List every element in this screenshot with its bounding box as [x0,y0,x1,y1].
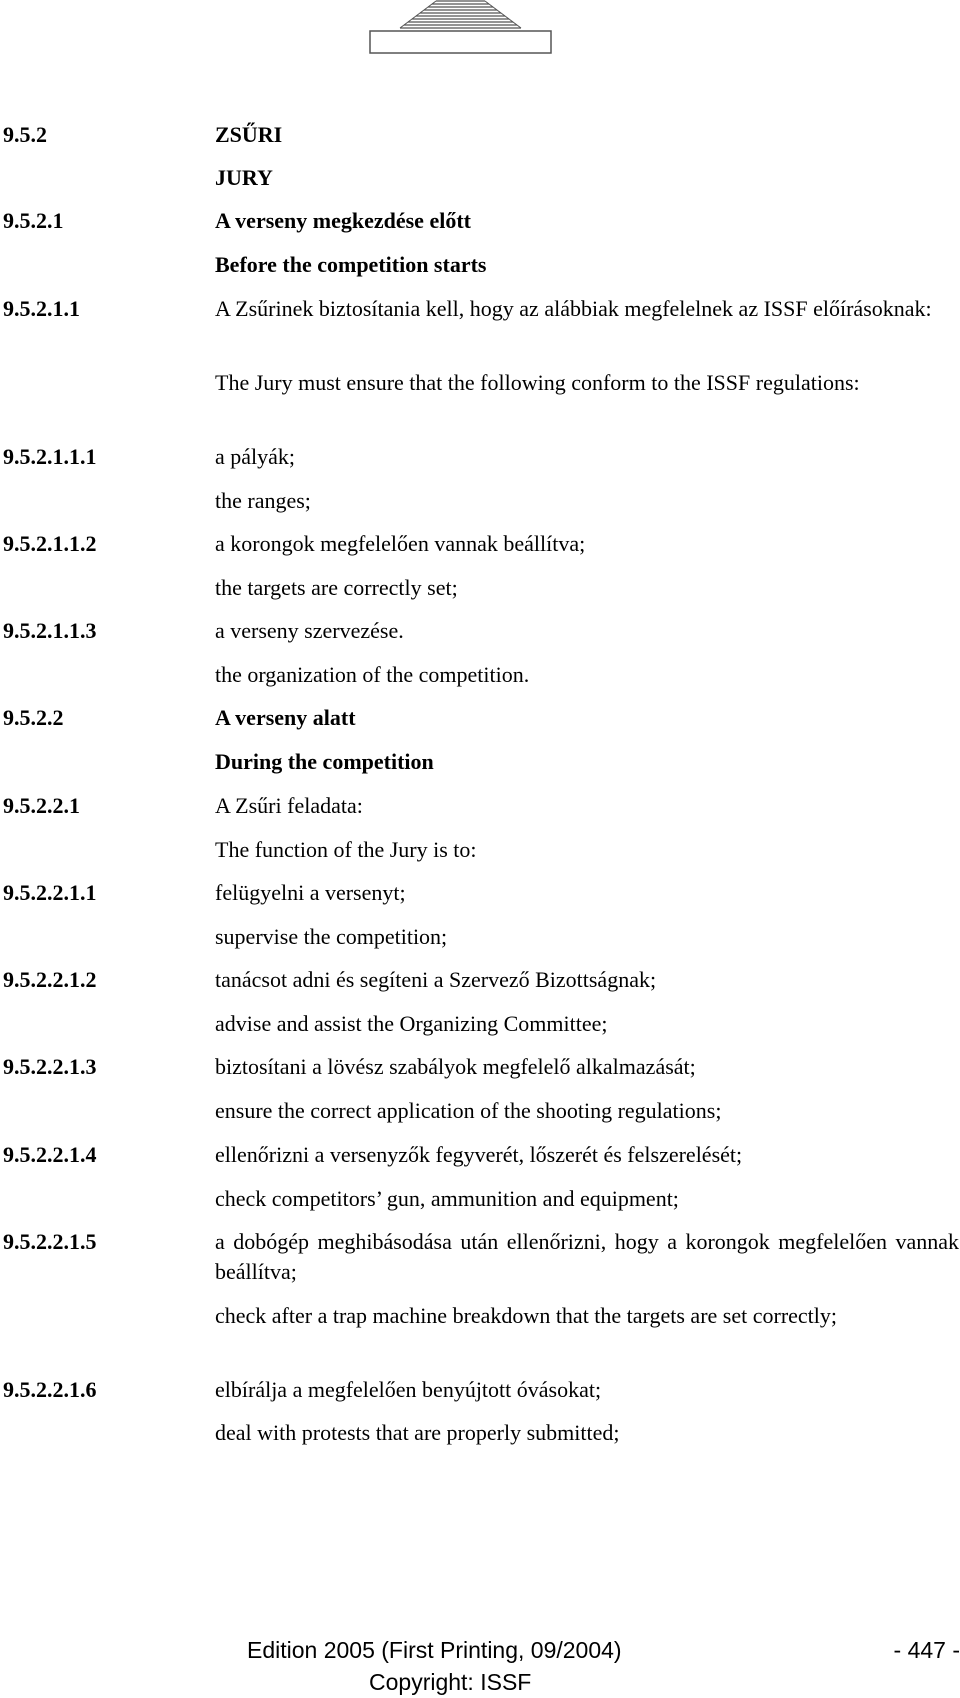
rule-number: 9.5.2.1.1.2 [3,531,97,556]
rule-text: a korongok megfelelően vannak beállítva; [215,531,586,556]
rule-text: check competitors’ gun, ammunition and equipment; [215,1186,679,1211]
rule-heading: A verseny megkezdése előtt [215,208,471,233]
footer-copyright: Copyright: ISSF [369,1669,532,1695]
rule-text: deal with protests that are properly submitted; [215,1420,620,1445]
rule-heading: A verseny alatt [215,705,356,730]
rule-number: 9.5.2.2.1.2 [3,967,97,992]
rule-text: a pályák; [215,444,296,469]
rule-number: 9.5.2.2.1.4 [3,1142,97,1167]
rule-number: 9.5.2.1.1.1 [3,444,97,469]
rule-number: 9.5.2.2.1.5 [3,1229,97,1254]
rule-text: biztosítani a lövész szabályok megfelelő alkalmazását; [215,1054,696,1079]
rule-number: 9.5.2.1.1.3 [3,618,97,643]
rule-text: supervise the competition; [215,924,448,949]
rule-text: the ranges; [215,488,311,513]
rule-text: check after a trap machine breakdown that the targets are set correctly; [215,1303,838,1328]
rule-heading: JURY [215,165,273,190]
rule-heading: During the competition [215,749,434,774]
rule-number: 9.5.2.2 [3,705,64,730]
rule-number: 9.5.2.2.1.1 [3,880,97,905]
rule-number: 9.5.2.1.1 [3,296,80,321]
issf-logo-icon [369,0,552,55]
footer-page-number: - 447 - [893,1637,960,1663]
rule-number: 9.5.2 [3,122,47,147]
rule-text: The Jury must ensure that the following conform to the ISSF regulations: [215,370,860,395]
rule-text: A Zsűri feladata: [215,793,363,818]
footer-edition: Edition 2005 (First Printing, 09/2004) [247,1637,622,1663]
rule-text: felügyelni a versenyt; [215,880,406,905]
rule-text: the targets are correctly set; [215,575,458,600]
rule-number: 9.5.2.1 [3,208,64,233]
rule-text: advise and assist the Organizing Committee; [215,1011,608,1036]
rule-text: The function of the Jury is to: [215,837,477,862]
rule-number: 9.5.2.2.1.3 [3,1054,97,1079]
rule-text: A Zsűrinek biztosítania kell, hogy az alábbiak megfelelnek az ISSF előírásoknak: [215,296,932,321]
rule-text: a dobógép meghibásodása után ellenőrizni, hogy a korongok megfelelően vannak beállítva; [215,1229,959,1284]
rule-text: ensure the correct application of the shooting regulations; [215,1098,722,1123]
rule-text: a verseny szervezése. [215,618,404,643]
rule-number: 9.5.2.2.1.6 [3,1377,97,1402]
rule-text: elbírálja a megfelelően benyújtott óvásokat; [215,1377,602,1402]
rule-text: the organization of the competition. [215,662,530,687]
rule-text: ellenőrizni a versenyzők fegyverét, lőszerét és felszerelését; [215,1142,743,1167]
rule-heading: Before the competition starts [215,252,487,277]
rule-heading: ZSŰRI [215,122,283,147]
rule-text: tanácsot adni és segíteni a Szervező Bizottságnak; [215,967,657,992]
rule-number: 9.5.2.2.1 [3,793,80,818]
